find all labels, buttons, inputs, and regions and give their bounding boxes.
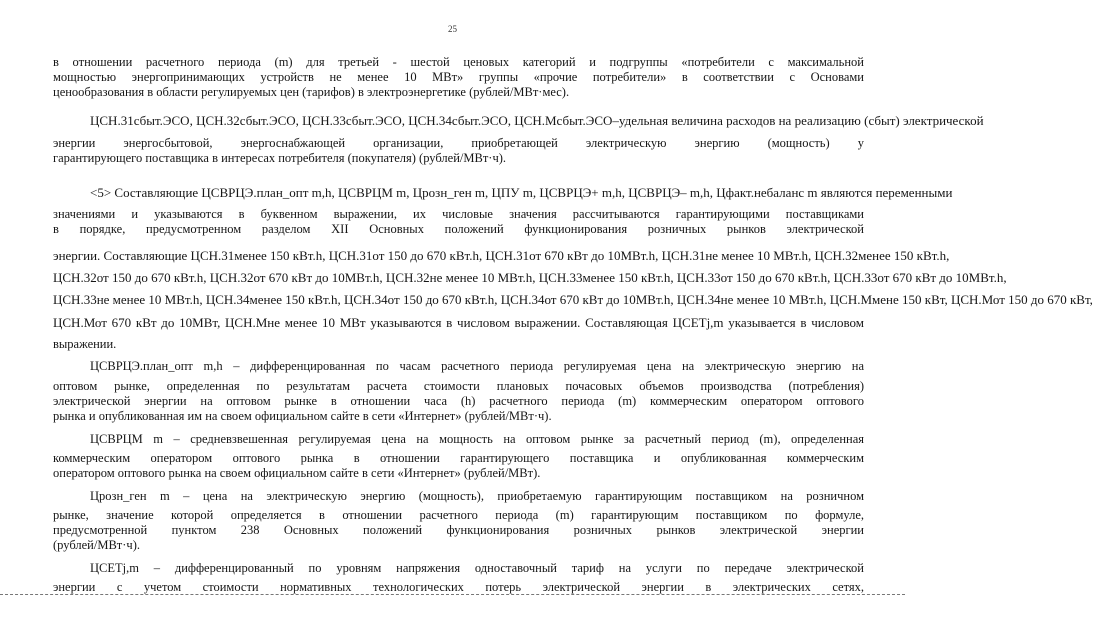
text-line: коммерческим оператором оптового рынка в отношении гарантирующего поставщика и опубликованная коммерческим (53, 451, 864, 465)
text-line: ЦСВРЦЭ.план_опт m,h – дифференцированная по часам расчетного периода регулируемая цена на электрическую энергию на (90, 359, 864, 373)
page-number: 25 (448, 24, 457, 34)
text-line: Црозн_ген m – цена на электрическую энергию (мощность), приобретаемую гарантирующим поставщиком на розничном (90, 489, 864, 503)
text-line: электрической энергии на оптовом рынке в отношении часа (h) расчетного периода (m) коммерческим оператором оптового (53, 394, 864, 408)
formula-line: <5> Составляющие ЦСВРЦЭ.план_опт m,h, ЦСВРЦМ m, Црозн_ген m, ЦПУ m, ЦСВРЦЭ+ m,h, ЦСВРЦЭ– m,h, Цфакт.небаланс m являются переменными (90, 185, 953, 200)
formula-line: ЦСН.32от 150 до 670 кВт.h, ЦСН.32от 670 кВт до 10МВт.h, ЦСН.32не менее 10 МВт.h, ЦСН.33менее 150 кВт.h, ЦСН.33от 150 до 670 кВт.h, ЦСН.33от 670 кВт до 10МВт.h, (53, 270, 1007, 285)
formula-line: энергии. Составляющие ЦСН.31менее 150 кВт.h, ЦСН.31от 150 до 670 кВт.h, ЦСН.31от 670 кВт до 10МВт.h, ЦСН.31не менее 10 МВт.h, ЦСН.32менее 150 кВт.h, (53, 248, 950, 263)
text-line: оператором оптового рынка на своем официальном сайте в сети «Интернет» (рублей/МВт). (53, 466, 541, 480)
text-line: рынка и опубликованная им на своем официальном сайте в сети «Интернет» (рублей/МВт·ч). (53, 409, 552, 423)
text-line: значениями и указываются в буквенном выражении, их числовые значения рассчитываются гарантирующими поставщиками (53, 207, 864, 221)
text-line: ценообразования в области регулируемых цен (тарифов) в электроэнергетике (рублей/МВт·мес). (53, 85, 570, 99)
text-line: в отношении расчетного периода (m) для третьей - шестой ценовых категорий и подгруппы «потребители с максимальной (53, 55, 864, 69)
text-line: энергии с учетом стоимости нормативных технологических потерь электрической энергии в электрических сетях, (53, 580, 864, 594)
formula-line: ЦСН.Мот 670 кВт до 10МВт, ЦСН.Мне менее 10 МВт указываются в числовом выражении. Составляющая ЦСЕТj,m указывается в числовом (53, 315, 864, 330)
text-line: предусмотренной пунктом 238 Основных положений функционирования розничных рынков электрической энергии (53, 523, 864, 537)
formula-line: ЦСН.31сбыт.ЭСО, ЦСН.32сбыт.ЭСО, ЦСН.33сбыт.ЭСО, ЦСН.34сбыт.ЭСО, ЦСН.Мсбыт.ЭСО–удельная величина расходов на реализацию (сбыт) электрической (90, 113, 984, 128)
page-cut-line (0, 594, 905, 596)
text-line: (рублей/МВт·ч). (53, 538, 140, 552)
text-line: ЦСЕТj,m – дифференцированный по уровням напряжения одноставочный тариф на услуги по передаче электрической (90, 561, 864, 575)
text-line: рынке, значение которой определяется в отношении расчетного периода (m) гарантирующим поставщиком по формуле, (53, 508, 864, 522)
text-line: мощностью энергопринимающих устройств не менее 10 МВт» группы «прочие потребители» в соответствии с Основами (53, 70, 864, 84)
text-line: гарантирующего поставщика в интересах потребителя (покупателя) (рублей/МВт·ч). (53, 151, 507, 165)
text-line: ЦСВРЦМ m – средневзвешенная регулируемая цена на мощность на оптовом рынке за расчетный период (m), определенная (90, 432, 864, 446)
formula-line: ЦСН.33не менее 10 МВт.h, ЦСН.34менее 150 кВт.h, ЦСН.34от 150 до 670 кВт.h, ЦСН.34от 670 кВт до 10МВт.h, ЦСН.34не менее 10 МВт.h, ЦСН.Ммене 150 кВт, ЦСН.Мот 150 до 670 кВт, (53, 292, 1093, 307)
text-line: оптовом рынке, определенная по результатам расчета стоимости плановых почасовых объемов производства (потребления) (53, 379, 864, 393)
text-line: в порядке, предусмотренном разделом XII Основных положений функционирования розничных рынков электрической (53, 222, 864, 236)
text-line: энергии энергосбытовой, энергоснабжающей организации, приобретающей электрическую энергию (мощность) у (53, 136, 864, 150)
text-line: выражении. (53, 337, 117, 351)
